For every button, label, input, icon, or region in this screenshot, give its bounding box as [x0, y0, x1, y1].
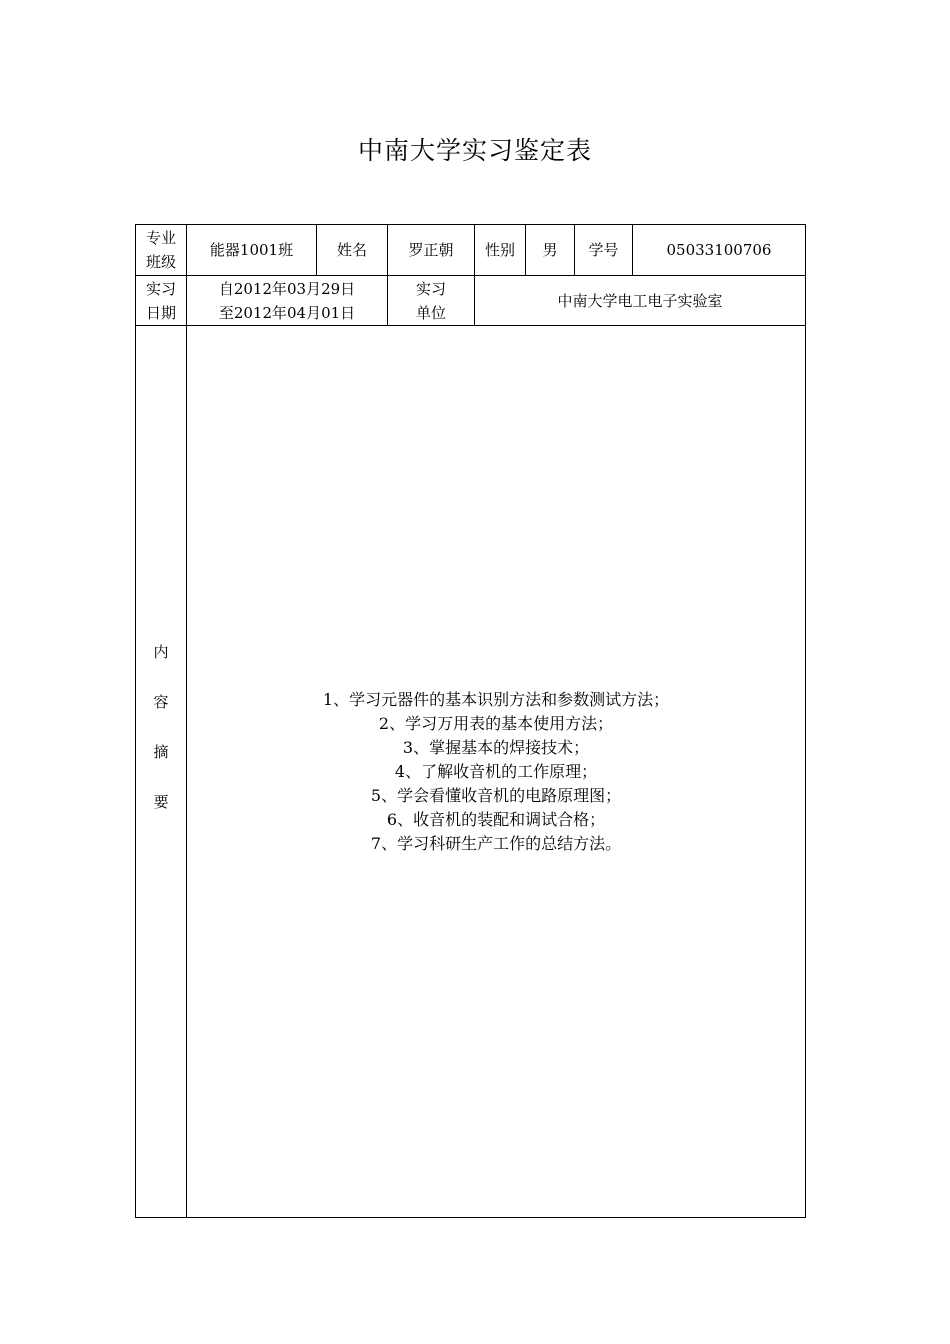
name-label: 姓名	[317, 225, 388, 276]
gender-label: 性别	[475, 225, 526, 276]
appraisal-table	[135, 224, 806, 1218]
form-title: 中南大学实习鉴定表	[357, 136, 592, 165]
date-to: 至2012年04月01日	[218, 303, 356, 322]
unit-label-cell	[388, 276, 475, 326]
date-range-cell	[187, 276, 388, 326]
info-row-2	[136, 276, 806, 326]
date-from: 自2012年03月29日	[218, 279, 356, 298]
major-class-label-cell	[136, 225, 187, 276]
date-label-line1: 实习	[145, 279, 176, 298]
summary-label	[136, 640, 186, 814]
summary-label-char: 摘	[153, 742, 169, 761]
summary-item: 7、学习科研生产工作的总结方法。	[370, 833, 622, 853]
info-row-1	[136, 225, 806, 276]
summary-label-char: 要	[153, 792, 169, 811]
summary-label-cell	[136, 326, 187, 1218]
summary-item: 1、学习元器件的基本识别方法和参数测试方法；	[322, 689, 670, 709]
unit-value: 中南大学电工电子实验室	[475, 276, 806, 326]
summary-label-char: 容	[153, 692, 169, 711]
summary-item: 4、了解收音机的工作原理；	[394, 761, 598, 781]
summary-item: 2、学习万用表的基本使用方法；	[378, 713, 614, 733]
major-label: 专业	[145, 229, 176, 247]
summary-row	[136, 326, 806, 1218]
gender-value: 男	[526, 225, 575, 276]
summary-label-char: 内	[153, 642, 169, 661]
date-label-cell	[136, 276, 187, 326]
summary-content	[187, 326, 806, 1218]
date-label-line2: 日期	[145, 303, 176, 322]
major-class-value: 能器1001班	[187, 225, 317, 276]
student-id-label: 学号	[575, 225, 633, 276]
name-value: 罗正朝	[388, 225, 475, 276]
student-id-value: 05033100706	[633, 225, 806, 276]
summary-item: 6、收音机的装配和调试合格；	[386, 809, 606, 829]
summary-item: 3、掌握基本的焊接技术；	[402, 737, 590, 757]
unit-label-line1: 实习	[415, 279, 446, 298]
class-label: 班级	[145, 253, 176, 271]
unit-label-line2: 单位	[415, 303, 446, 322]
summary-item: 5、学会看懂收音机的电路原理图；	[370, 785, 622, 805]
